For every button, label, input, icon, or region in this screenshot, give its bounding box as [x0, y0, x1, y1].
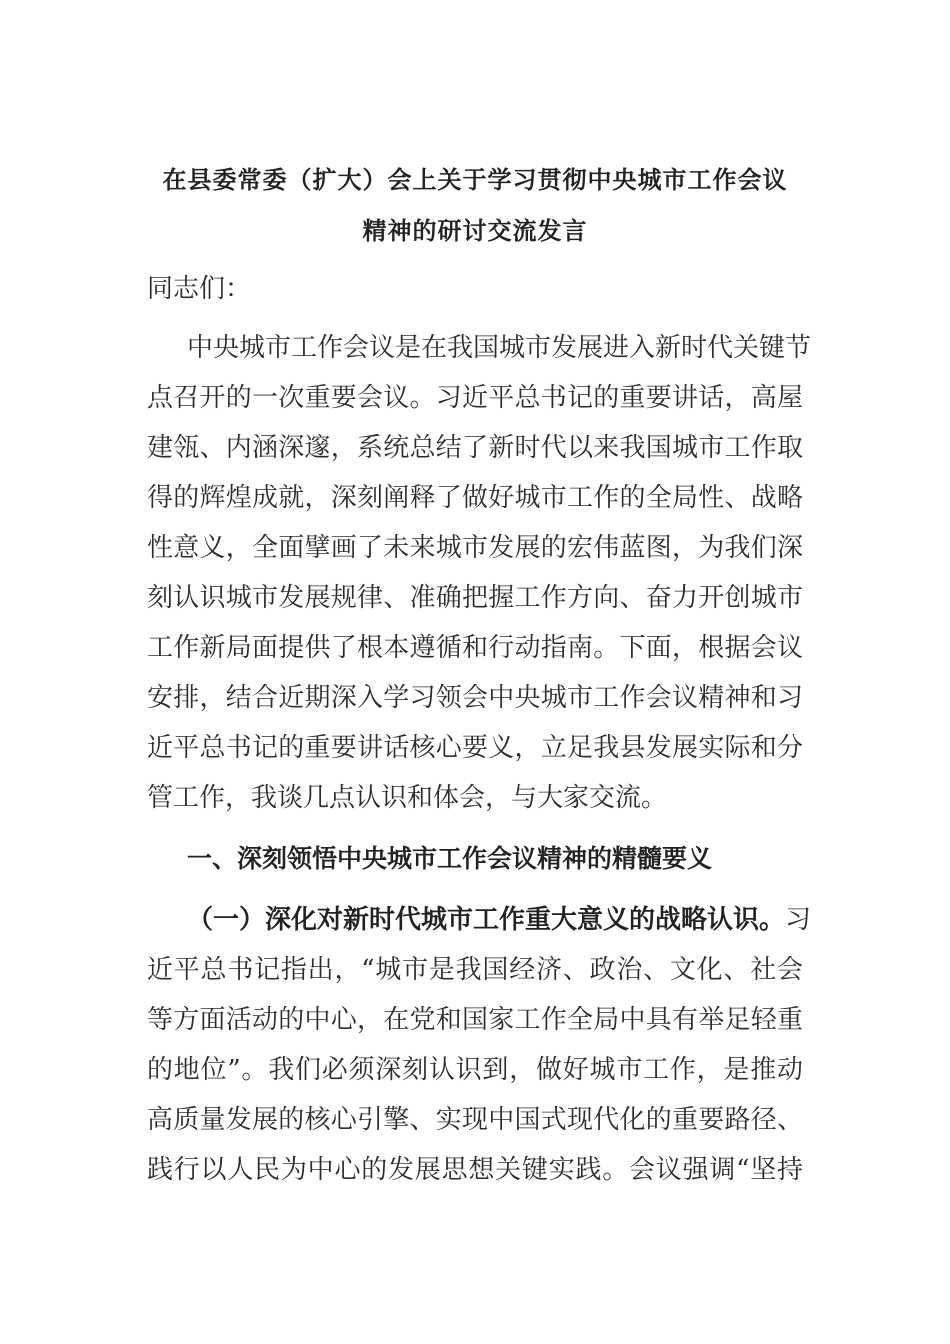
subsection-line: 近平总书记指出，“城市是我国经济、政治、文化、社会: [147, 955, 803, 985]
intro-line: 工作新局面提供了根本遵循和行动指南。下面，根据会议: [147, 633, 803, 663]
intro-line: 安排，结合近期深入学习领会中央城市工作会议精神和习: [147, 683, 803, 713]
subsection-line: 践行以人民为中心的发展思想关键实践。会议强调“坚持: [147, 1155, 803, 1185]
intro-line: 性意义，全面擘画了未来城市发展的宏伟蓝图，为我们深: [147, 533, 803, 563]
intro-line: 中央城市工作会议是在我国城市发展进入新时代关键节: [187, 333, 812, 363]
intro-line: 得的辉煌成就，深刻阐释了做好城市工作的全局性、战略: [147, 483, 803, 513]
intro-line: 刻认识城市发展规律、准确把握工作方向、奋力开创城市: [147, 583, 803, 613]
salutation: 同志们：: [147, 274, 252, 304]
subsection-line: 的地位”。我们必须深刻认识到，做好城市工作，是推动: [147, 1055, 803, 1085]
subsection-lead-rest: 习: [785, 905, 812, 935]
document-title-line-1: 在县委常委（扩大）会上关于学习贯彻中央城市工作会议: [162, 166, 788, 194]
subsection-bold-lead: （一）深化对新时代城市工作重大意义的战略认识。: [187, 905, 786, 935]
subsection-line: 高质量发展的核心引擎、实现中国式现代化的重要路径、: [147, 1105, 803, 1135]
intro-line: 管工作，我谈几点认识和体会，与大家交流。: [147, 783, 668, 813]
intro-line: 近平总书记的重要讲话核心要义，立足我县发展实际和分: [147, 733, 803, 763]
intro-line: 建瓴、内涵深邃，系统总结了新时代以来我国城市工作取: [147, 433, 803, 463]
section-heading: 一、深刻领悟中央城市工作会议精神的精髓要义: [187, 844, 713, 873]
document-title-line-2: 精神的研讨交流发言: [362, 217, 588, 245]
intro-line: 点召开的一次重要会议。习近平总书记的重要讲话，高屋: [147, 383, 803, 413]
subsection-line: 等方面活动的中心，在党和国家工作全局中具有举足轻重: [147, 1005, 803, 1035]
subsection-first-line: [187, 903, 812, 937]
